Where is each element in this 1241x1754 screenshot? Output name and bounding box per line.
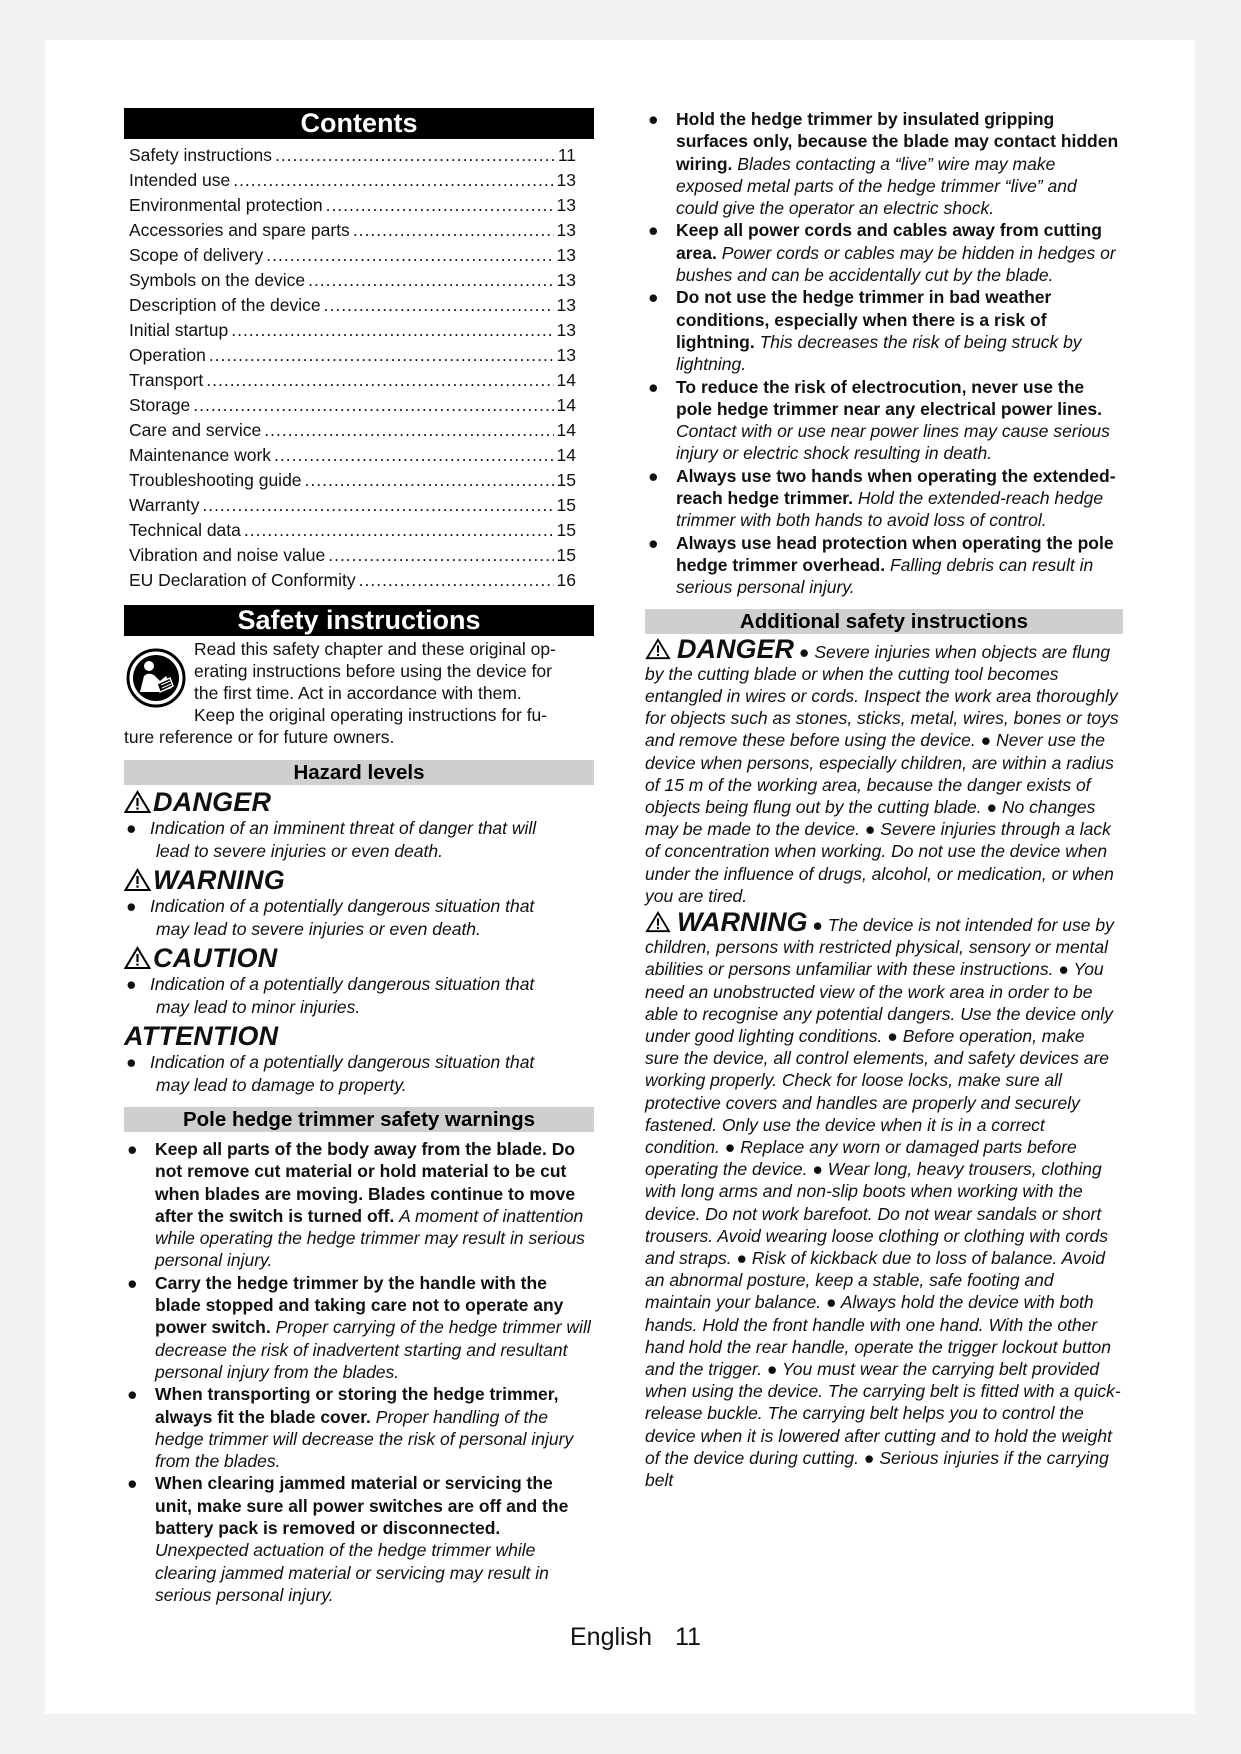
warning-triangle-icon [124, 868, 151, 892]
toc-entry[interactable]: Technical data ..... 15 [124, 518, 594, 543]
safety-intro [124, 638, 594, 748]
safety-heading: Safety instructions [124, 605, 594, 636]
danger-label: DANGER [677, 633, 795, 664]
intro-line: Read this safety chapter and these original op- [194, 639, 556, 659]
toc-entry[interactable]: Vibration and noise value ..... 15 [124, 543, 594, 568]
warning-paragraph [645, 906, 1123, 1491]
safety-warning-item: ● Hold the hedge trimmer by insulated gripping surfaces only, because the blade may contact hidden wiring. Blades contacting a “live” wire may make exposed metal parts of the hedge trimmer “live” and could give the operator an electric shock. [648, 109, 1119, 219]
hazard-description: ● Indication of a potentially dangerous situation that [126, 896, 535, 916]
safety-warning-item: ● Carry the hedge trimmer by the handle with the blade stopped and taking care not to operate any power switch. Proper carrying of the hedge trimmer will decrease the risk of inadvertent starting and resultant personal injury from the blades. [127, 1272, 591, 1382]
hazard-description: may lead to damage to property. [156, 1075, 407, 1095]
read-manual-icon [126, 648, 186, 708]
intro-line: the first time. Act in accordance with them. [194, 683, 522, 703]
hazard-levels-heading: Hazard levels [124, 760, 594, 785]
toc-entry[interactable]: Initial startup ..... 13 [124, 318, 594, 343]
safety-warning-item: ● To reduce the risk of electrocution, never use the pole hedge trimmer near any electrical power lines. Contact with or use near power lines may cause serious injury or electric shock resulting in death. [648, 376, 1110, 464]
signal-word-danger: DANGER [124, 787, 594, 817]
warning-triangle-icon [124, 790, 151, 814]
toc-entry[interactable]: Care and service ..... 14 [124, 418, 594, 443]
safety-warning-item: ● Do not use the hedge trimmer in bad weather conditions, especially when there is a risk of lightning. This decreases the risk of being struck by lightning. [648, 287, 1082, 375]
toc-entry[interactable]: Accessories and spare parts ..... 13 [124, 218, 594, 243]
safety-warning-item: ● Always use two hands when operating the extended-reach hedge trimmer. Hold the extended-reach hedge trimmer with both hands to avoid loss of control. [648, 465, 1116, 531]
safety-warning-item: ● Keep all parts of the body away from the blade. Do not remove cut material or hold material to be cut when blades are moving. Blades continue to move after the switch is turned off. A moment of inattention while operating the hedge trimmer may result in serious personal injury. [127, 1139, 585, 1271]
toc-entry[interactable]: Symbols on the device ..... 13 [124, 268, 594, 293]
toc-entry[interactable]: Safety instructions ..... 11 [124, 143, 594, 168]
toc-entry[interactable]: Storage ..... 14 [124, 393, 594, 418]
hazard-description: ● Indication of a potentially dangerous situation that [126, 974, 535, 994]
danger-paragraph [645, 633, 1123, 907]
toc-entry[interactable]: Scope of delivery ..... 13 [124, 243, 594, 268]
intro-line: ture reference or for future owners. [124, 727, 395, 747]
toc-entry[interactable]: Environmental protection ..... 13 [124, 193, 594, 218]
hazard-description: may lead to minor injuries. [156, 997, 361, 1017]
warning-triangle-icon [645, 911, 671, 933]
warning-text: ● The device is not intended for use by children, persons with restricted physical, sensory or mental abilities or persons unfamiliar with these instructions. ● You need an unobstructed view of the work area in order to be able to recognise any potential dangers. Use the device only under good lighting conditions. ● Before operation, make sure the device, all control elements, and safety devices are working properly. Check for loose locks, make sure all protective covers and handles are properly and securely fastened. Only use the device when it is in a correct condition. ● Replace any worn or damaged parts before operating the device. ● Wear long, heavy trousers, clothing with long arms and non-slip boots when working with the device. Do not work barefoot. Do not wear sandals or short trousers. Avoid wearing loose clothing or clothing with cords and straps. ● Risk of kickback due to loss of balance. Avoid an abnormal posture, keep a stable, safe footing and maintain your balance. ● Always hold the device with both hands. Hold the front handle with one hand. With the other hand hold the rear handle, operate the trigger lockout button and the trigger. ● You must wear the carrying belt provided when using the device. The carrying belt is fitted with a quick-release buckle. The carrying belt helps you to control the device when it is lowered after cutting and to hold the weight of the device during cutting. ● Serious injuries if the carrying belt [645, 914, 1121, 1491]
pole-trimmer-heading: Pole hedge trimmer safety warnings [124, 1107, 594, 1132]
hazard-description: ● Indication of an imminent threat of danger that will [126, 818, 537, 838]
toc-entry[interactable]: Intended use ..... 13 [124, 168, 594, 193]
warning-triangle-icon [124, 946, 151, 970]
toc-entry[interactable]: Operation ..... 13 [124, 343, 594, 368]
page-footer [570, 1622, 701, 1652]
safety-warning-item: ● Always use head protection when operating the pole hedge trimmer overhead. Falling debris can result in serious personal injury. [648, 532, 1114, 598]
toc-entry[interactable]: Transport ..... 14 [124, 368, 594, 393]
toc-entry[interactable]: Maintenance work ..... 14 [124, 443, 594, 468]
toc-entry[interactable]: Description of the device ..... 13 [124, 293, 594, 318]
signal-word-warning: WARNING [124, 865, 594, 895]
contents-heading: Contents [124, 108, 594, 139]
toc-entry[interactable]: Warranty ..... 15 [124, 493, 594, 518]
warning-label: WARNING [677, 906, 808, 937]
intro-line: Keep the original operating instructions for fu- [194, 705, 548, 725]
toc-entry[interactable]: EU Declaration of Conformity ..... 16 [124, 568, 594, 593]
hazard-description: ● Indication of a potentially dangerous situation that [126, 1052, 535, 1072]
safety-warning-item: ● When transporting or storing the hedge trimmer, always fit the blade cover. Proper handling of the hedge trimmer will decrease the risk of personal injury from the blades. [127, 1384, 574, 1472]
safety-warning-item: ● When clearing jammed material or servicing the unit, make sure all power switches are off and the battery pack is removed or disconnected. Unexpected actuation of the hedge trimmer while clearing jammed material or servicing may result in serious personal injury. [127, 1473, 569, 1605]
left-column [124, 108, 594, 1606]
danger-text: ● Severe injuries when objects are flung by the cutting blade or when the cutting tool becomes entangled in wires or cords. Inspect the work area thoroughly for objects such as stones, sticks, metal, wires, bones or toys and remove these before using the device. ● Never use the device when persons, especially children, are within a radius of 15 m of the working area, because the danger exists of objects being flung out by the cutting blade. ● No changes may be made to the device. ● Severe injuries through a lack of concentration when working. Do not use the device when under the influence of drugs, alcohol, or medication, or when you are tired. [645, 641, 1119, 906]
signal-word-attention: ATTENTION [124, 1021, 279, 1051]
hazard-description: lead to severe injuries or even death. [156, 841, 443, 861]
intro-line: erating instructions before using the device for [194, 661, 552, 681]
toc-list [124, 143, 594, 593]
warning-triangle-icon [645, 638, 671, 660]
page-number: 11 [674, 1623, 701, 1651]
signal-word-caution: CAUTION [124, 943, 594, 973]
toc-entry[interactable]: Troubleshooting guide ..... 15 [124, 468, 594, 493]
right-column [645, 108, 1123, 1491]
footer-language: English [570, 1623, 652, 1651]
additional-safety-heading: Additional safety instructions [645, 609, 1123, 634]
hazard-description: may lead to severe injuries or even death. [156, 919, 481, 939]
safety-warning-item: ● Keep all power cords and cables away from cutting area. Power cords or cables may be hidden in hedges or bushes and can be accidentally cut by the blade. [648, 220, 1116, 286]
